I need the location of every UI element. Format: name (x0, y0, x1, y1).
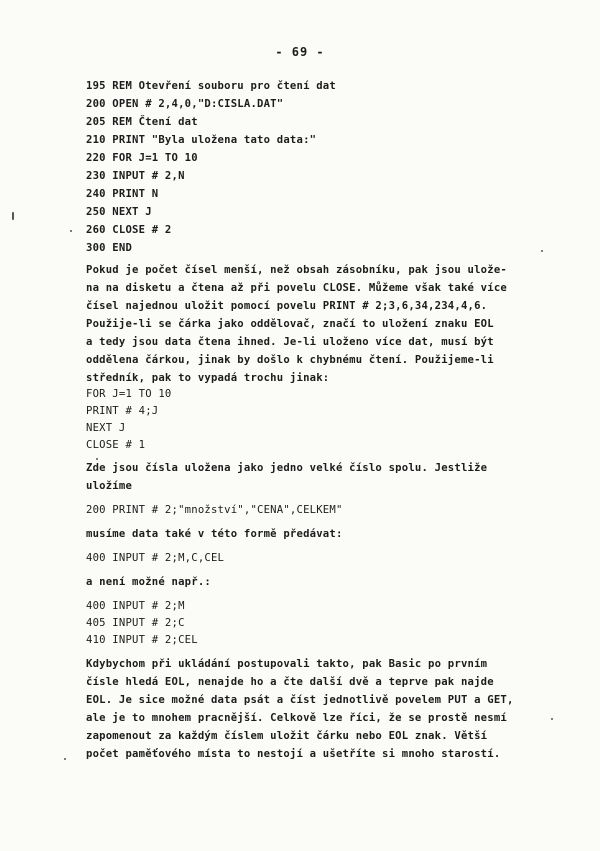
program-line: 220 FOR J=1 TO 10 (86, 152, 198, 164)
example-2: 200 PRINT # 2;"množství","CENA",CELKEM" (86, 504, 343, 516)
program-line: 240 PRINT N (86, 188, 159, 200)
text-line: Použije-li se čárka jako oddělovač, značí to uložení znaku EOL (86, 318, 494, 330)
code-line: 400 INPUT # 2;M (86, 600, 185, 612)
scan-speck (541, 250, 543, 252)
program-line: 260 CLOSE # 2 (86, 224, 172, 236)
text-line: a tedy jsou data čtena ihned. Je-li uloženo více dat, musí být (86, 336, 494, 348)
program-line: 300 END (86, 242, 133, 254)
scan-speck (64, 758, 66, 760)
text-line: Kdybychom při ukládání postupovali takto, pak Basic po prvním (86, 658, 488, 670)
text-line: uložíme (86, 480, 133, 492)
text-line: ale je to mnohem pracnější. Celkově lze říci, že se prostě nesmí (86, 712, 507, 724)
scan-speck (12, 212, 14, 220)
scan-speck (70, 230, 72, 232)
program-line: 200 OPEN # 2,4,0,"D:CISLA.DAT" (86, 98, 284, 110)
code-line: CLOSE # 1 (86, 439, 146, 451)
code-line: NEXT J (86, 422, 126, 434)
paragraph-4: a není možné např.: (86, 576, 211, 588)
program-line: 205 REM Čtení dat (86, 116, 198, 128)
text-line: oddělena čárkou, jinak by došlo k chybnému čtení. Použijeme-li (86, 354, 494, 366)
text-line: středník, pak to vypadá trochu jinak: (86, 372, 330, 384)
page-number: - 69 - (275, 45, 325, 59)
scan-speck (96, 458, 98, 460)
text-line: zapomenout za každým číslem uložit čárku nebo EOL znak. Větší (86, 730, 488, 742)
program-line: 250 NEXT J (86, 206, 152, 218)
code-line: 405 INPUT # 2;C (86, 617, 185, 629)
text-line: EOL. Je sice možné data psát a číst jednotlivě povelem PUT a GET, (86, 694, 514, 706)
text-line: na na disketu a čtena až při povelu CLOSE. Můžeme však také více (86, 282, 507, 294)
scan-speck (551, 718, 553, 720)
text-line: Pokud je počet čísel menší, než obsah zásobníku, pak jsou ulože- (86, 264, 507, 276)
code-line: PRINT # 4;J (86, 405, 159, 417)
paragraph-3: musíme data také v této formě předávat: (86, 528, 343, 540)
example-3: 400 INPUT # 2;M,C,CEL (86, 552, 225, 564)
text-line: čísel najednou uložit pomocí povelu PRINT # 2;3,6,34,234,4,6. (86, 300, 488, 312)
text-line: čísle hledá EOL, nenajde ho a čte další dvě a teprve pak najde (86, 676, 494, 688)
program-line: 210 PRINT "Byla uložena tato data:" (86, 134, 317, 146)
code-line: FOR J=1 TO 10 (86, 388, 172, 400)
text-line: počet paměťového místa to nestojí a ušetříte si mnoho starostí. (86, 748, 501, 760)
program-line: 230 INPUT # 2,N (86, 170, 185, 182)
program-line: 195 REM Otevření souboru pro čtení dat (86, 80, 336, 92)
code-line: 410 INPUT # 2;CEL (86, 634, 198, 646)
text-line: Zde jsou čísla uložena jako jedno velké číslo spolu. Jestliže (86, 462, 488, 474)
